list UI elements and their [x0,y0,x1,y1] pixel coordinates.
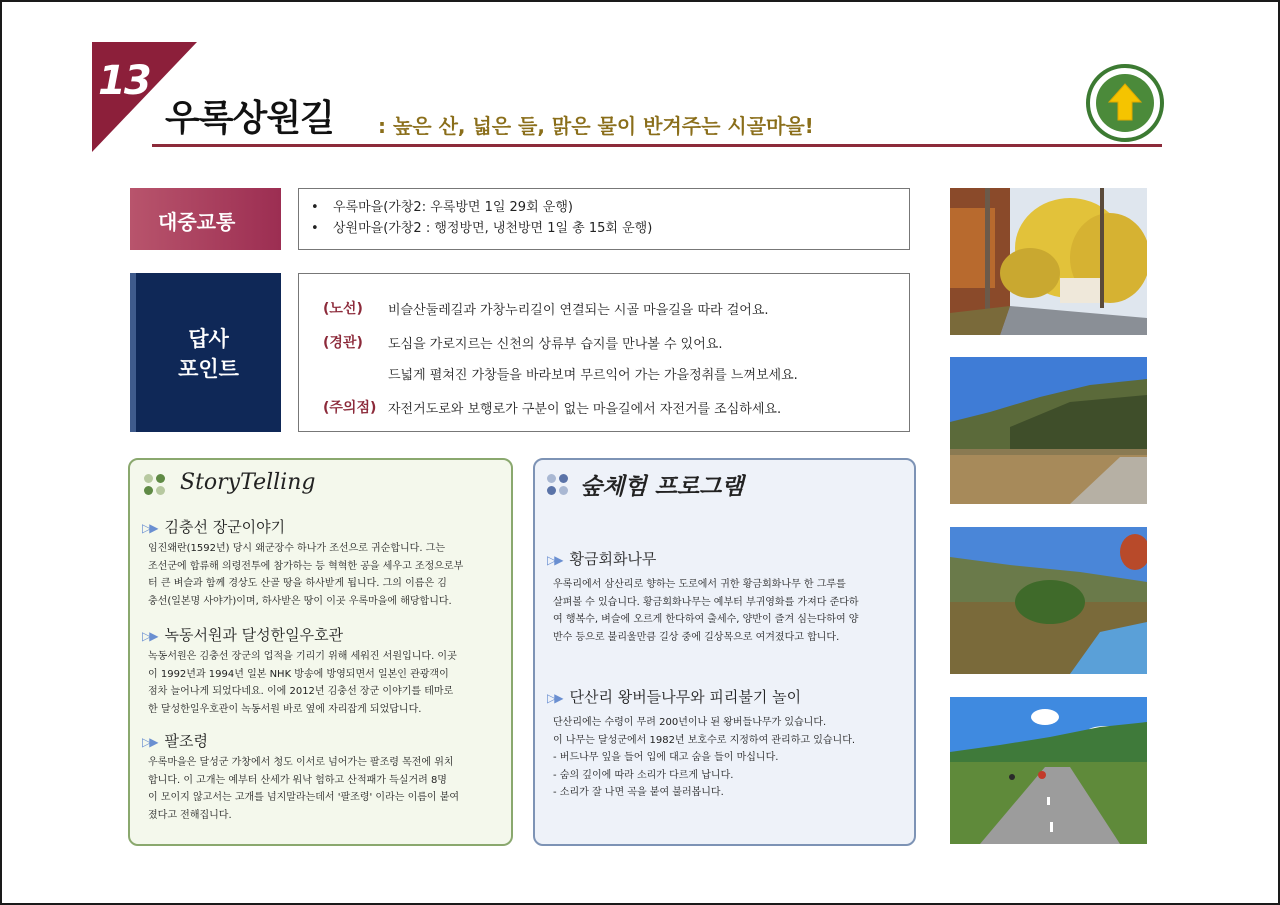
points-label-line1: 답사 [188,327,229,351]
dots-icon [144,474,168,498]
page-subtitle: : 높은 산, 넓은 들, 맑은 물이 반겨주는 시골마을! [378,114,814,138]
story-body-3: 우록마을은 달성군 가창에서 청도 이서로 넘어가는 팔조령 목전에 위치 합니다. 이 고개는 예부터 산세가 워낙 험하고 산적패가 득실거려 8명 이 모이지 않고서는 고개를 넘지말라는데서 '팔조령' 이라는 이름이 붙여 졌다고 전해집니다. [148,757,460,821]
story-heading-3: ▷▶ 팔조령 [142,732,208,750]
play-arrow-icon: ▷▶ [547,691,562,705]
story-body-1: 임진왜란(1592년) 당시 왜군장수 하나가 조선으로 귀순합니다. 그는 조선군에 합류해 의령전투에 참가하는 등 혁혁한 공을 세우고 조정으로부 터 큰 벼슬과 함께 경상도 산골 땅을 하사받게 됩니다. 그의 이름은 김 충선(일본명 사야가)이며, 하사받은 땅이 이곳 우록마을에 해당합니다. [148,543,464,607]
photo-mountain-field [950,357,1147,504]
transport-label-tab [130,188,281,250]
play-arrow-icon: ▷▶ [142,629,157,643]
story-body-2: 녹동서원은 김충선 장군의 업적을 기리기 위해 세워진 서원입니다. 이곳 이 1992년과 1994년 일본 NHK 방송에 방영되면서 일본인 관광객이 점차 늘어나게 되었다네요. 이에 2012년 김충선 장군 이야기를 테마로 한 달성한일우호관이 녹동서원 바로 옆에 자리잡게 되었답니다. [148,651,457,715]
points-label-line2: 포인트 [178,357,239,381]
trail-logo [1086,64,1164,142]
page-title: 우록상원길 [165,98,334,139]
caution-key: (주의점) [323,400,377,416]
view-key: (경관) [323,335,363,351]
transport-info-box [298,188,910,250]
points-label-tab [130,273,281,432]
section-number: 13 [98,58,150,104]
view-text-1: 도심을 가로지르는 신천의 상류부 습지를 만나볼 수 있어요. [388,337,723,352]
route-key: (노선) [323,301,363,317]
transport-label: 대중교통 [158,210,236,234]
forest-program-panel [533,458,916,846]
storytelling-title: StoryTelling [180,470,316,495]
caution-text: 자전거도로와 보행로가 구분이 없는 마을길에서 자전거를 조심하세요. [388,402,782,417]
view-text-2: 드넓게 펼쳐진 가창들을 바라보며 무르익어 가는 가을정취를 느껴보세요. [388,368,798,383]
forest-heading-2: ▷▶ 단산리 왕버들나무와 피리불기 놀이 [547,688,802,706]
dots-icon [547,474,571,498]
play-arrow-icon: ▷▶ [142,735,157,749]
transport-item: • 우록마을(가창2: 우록방면 1일 29회 운행) [311,197,909,218]
play-arrow-icon: ▷▶ [142,521,157,535]
transport-item: • 상원마을(가창2 : 행정방면, 냉천방면 1일 총 15회 운행) [311,218,909,239]
forest-heading-1: ▷▶ 황금회화나무 [547,550,657,568]
points-info-box [298,273,910,432]
play-arrow-icon: ▷▶ [547,553,562,567]
story-heading-1: ▷▶ 김충선 장군이야기 [142,518,286,536]
forest-body-1: 우록리에서 삼산리로 향하는 도로에서 귀한 황금회화나무 한 그루를 살펴볼 수 있습니다. 황금회화나무는 예부터 부귀영화를 가져다 준다하 여 행복수, 벼슬에 오르게 한다하여 출세수, 양반이 즐겨 심는다하여 양 반수 등으로 불리울만큼 길상 중에 길상목으로 여겨졌다고 합니다. [553,579,859,643]
story-heading-2: ▷▶ 녹동서원과 달성한일우호관 [142,626,344,644]
photo-cycling-road [950,697,1147,844]
photo-ginkgo-road [950,188,1147,335]
title-divider [152,144,1162,147]
photo-stream-valley [950,527,1147,674]
forest-program-title: 숲체험 프로그램 [580,474,744,500]
forest-body-2: 단산리에는 수령이 무려 200년이나 된 왕버들나무가 있습니다. 이 나무는 달성군에서 1982년 보호수로 지정하여 관리하고 있습니다. - 버드나무 잎을 들어 입에 대고 숨을 들이 마십니다. - 숨의 깊이에 따라 소리가 다르게 납니다. - 소리가 잘 나면 곡을 붙여 불러봅니다. [553,717,856,798]
storytelling-panel [128,458,513,846]
route-text: 비슬산둘레길과 가창누리길이 연결되는 시골 마을길을 따라 걸어요. [388,303,769,318]
